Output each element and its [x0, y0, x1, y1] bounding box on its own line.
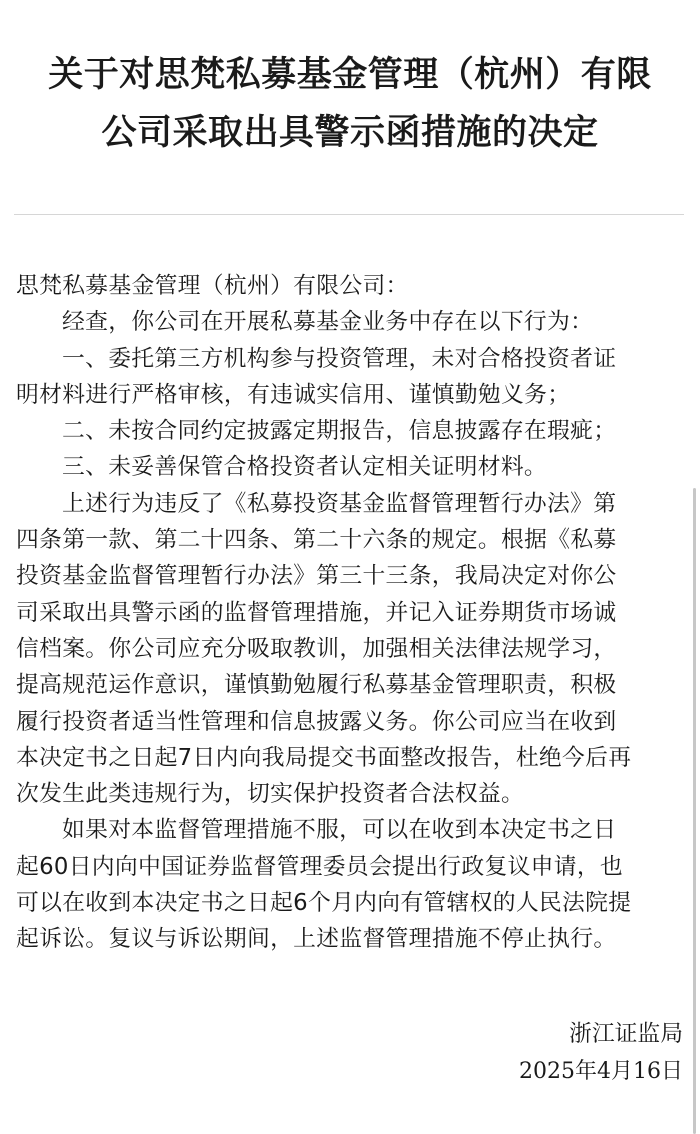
paragraph-line: 明材料进行严格审核，有违诚实信用、谨慎勤勉义务；: [16, 381, 571, 408]
paragraph-line: 经查，你公司在开展私募基金业务中存在以下行为：: [62, 309, 594, 336]
paragraph-line: 提高规范运作意识，谨慎勤勉履行私募基金管理职责，积极: [16, 672, 617, 699]
paragraph-line: 上述行为违反了《私募投资基金监督管理暂行办法》第: [62, 490, 617, 517]
addressee-line: 思梵私募基金管理（杭州）有限公司：: [16, 273, 409, 299]
paragraph-line: 三、未妥善保管合格投资者认定相关证明材料。: [62, 454, 548, 481]
paragraph-line: 信档案。你公司应充分吸取教训，加强相关法律法规学习，: [16, 635, 617, 662]
title-divider: [14, 214, 684, 215]
paragraph-line: 如果对本监督管理措施不服，可以在收到本决定书之日: [62, 817, 617, 844]
scrollbar[interactable]: [693, 488, 696, 1134]
paragraph-line: 履行投资者适当性管理和信息披露义务。你公司应当在收到: [16, 708, 617, 735]
title-line-1: 关于对思梵私募基金管理（杭州）有限: [48, 55, 652, 95]
paragraph-line: 本决定书之日起7日内向我局提交书面整改报告，杜绝今后再: [16, 744, 632, 771]
paragraph-line: 起60日内向中国证券监督管理委员会提出行政复议申请，也: [16, 853, 624, 880]
paragraph-line: 二、未按合同约定披露定期报告，信息披露存在瑕疵；: [62, 418, 617, 445]
issue-date: 2025年4月16日: [519, 1059, 683, 1084]
document-body: [16, 268, 690, 958]
document-title: [0, 46, 700, 162]
paragraph-line: 可以在收到本决定书之日起6个月内向有管辖权的人民法院提: [16, 890, 632, 917]
paragraph-line: 四条第一款、第二十四条、第二十六条的规定。根据《私募: [16, 527, 617, 554]
paragraph-line: 投资基金监督管理暂行办法》第三十三条，我局决定对你公: [16, 563, 617, 590]
title-line-2: 公司采取出具警示函措施的决定: [101, 113, 599, 153]
paragraph-line: 次发生此类违规行为，切实保护投资者合法权益。: [16, 781, 525, 808]
paragraph-line: 一、委托第三方机构参与投资管理，未对合格投资者证: [62, 345, 617, 372]
paragraph-line: 司采取出具警示函的监督管理措施，并记入证券期货市场诚: [16, 599, 617, 626]
paragraph-line: 起诉讼。复议与诉讼期间，上述监督管理措施不停止执行。: [16, 926, 617, 953]
signature-block: [519, 1015, 683, 1091]
issuer-name: 浙江证监局: [569, 1021, 683, 1047]
